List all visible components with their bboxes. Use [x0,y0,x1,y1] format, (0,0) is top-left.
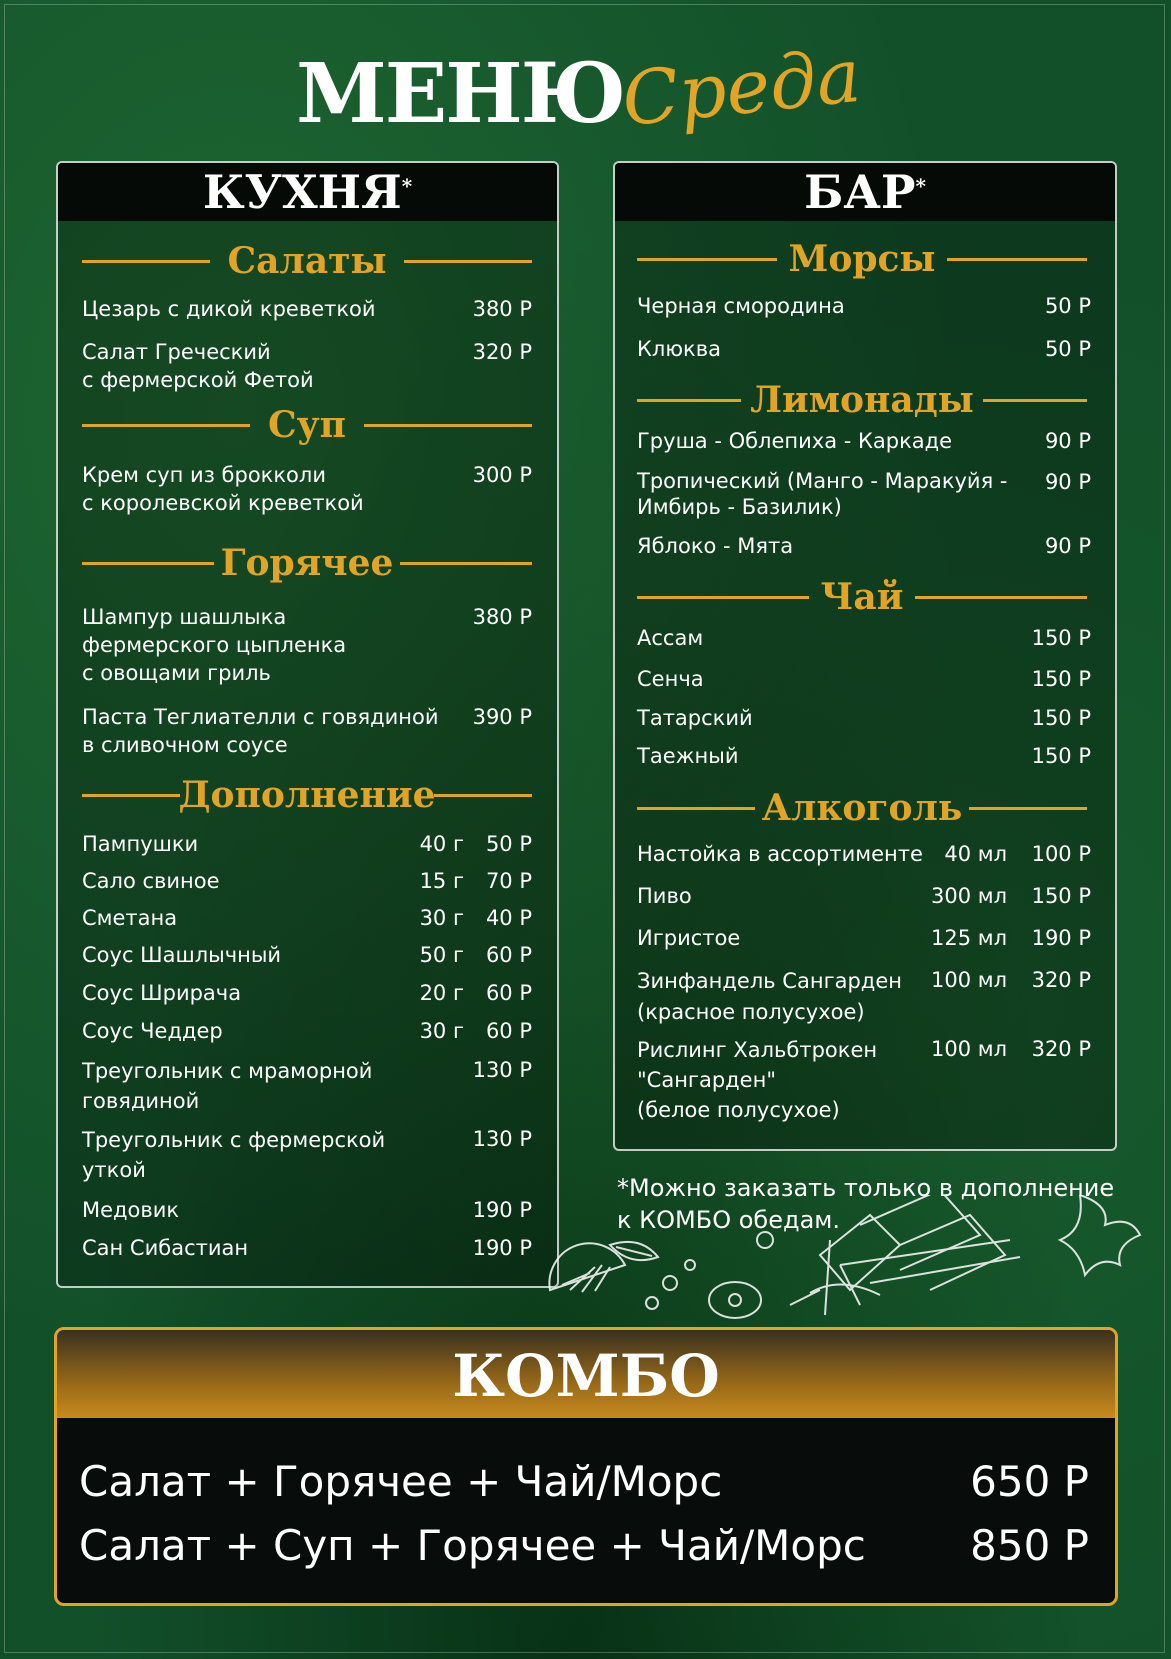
menu-item [82,1234,532,1264]
menu-item [637,704,1091,734]
item-name: Тропический (Манго - Маракуйя - Имбирь - Базилик) [637,469,1008,519]
item-qty: 15 г [419,869,464,893]
item-qty: 40 мл [944,842,1007,866]
item-price: 70 Р [485,869,532,893]
bar-panel [613,161,1117,1151]
menu-item [637,924,1091,954]
menu-item [637,882,1091,912]
bar-header [615,163,1115,221]
item-price: 380 Р [472,605,532,629]
combo-panel [54,1327,1118,1606]
menu-item [637,532,1091,562]
item-price: 150 Р [1031,626,1091,650]
combo-name: Салат + Горячее + Чай/Морс [79,1457,723,1506]
section-title: Салаты [227,240,387,282]
item-name: Цезарь с дикой креветкой [82,297,376,321]
kitchen-title: КУХНЯ [202,165,402,219]
menu-item [637,624,1091,654]
menu-day: Среда [618,32,865,144]
menu-item [82,941,532,971]
section-title: Суп [267,404,347,446]
section-title: Дополнение [178,774,436,816]
menu-item [637,742,1091,772]
item-name: Яблоко - Мята [637,534,794,558]
item-qty: 20 г [419,981,464,1005]
item-price: 60 Р [485,1019,532,1043]
item-price: 50 Р [1044,294,1091,318]
item-name: Настойка в ассортименте [637,842,923,866]
item-name: Ассам [637,626,704,650]
item-price: 150 Р [1031,884,1091,908]
menu-item [82,703,532,761]
section-title: Морсы [788,238,936,280]
section-alcohol [637,788,1087,828]
menu-item [82,338,532,396]
item-name: Соус Шрирача [82,981,242,1005]
combo-item [79,1516,1089,1576]
menu-item [82,979,532,1009]
item-price: 130 Р [472,1127,532,1151]
item-price: 150 Р [1031,706,1091,730]
item-qty: 125 мл [930,926,1007,950]
item-price: 190 Р [472,1236,532,1260]
combo-header [57,1330,1115,1418]
menu-item [637,1035,1091,1127]
item-price: 190 Р [472,1198,532,1222]
combo-price: 650 Р [970,1457,1089,1506]
combo-name: Салат + Суп + Горячее + Чай/Морс [79,1521,866,1570]
menu-item [82,295,532,325]
item-price: 300 Р [472,463,532,487]
section-lemonades [637,380,1087,420]
item-qty: 30 г [419,1019,464,1043]
menu-item [82,830,532,860]
item-price: 90 Р [1044,429,1091,453]
item-name: Паста Теглиателли с говядиной в сливочном соусе [82,705,439,757]
item-qty: 50 г [419,943,464,967]
menu-item [82,1017,532,1047]
menu-item [637,427,1091,457]
bar-footnote-mark: * [915,174,926,198]
item-name: Медовик [82,1198,180,1222]
item-price: 90 Р [1044,470,1091,494]
item-name: Салат Греческий с фермерской Фетой [82,340,314,392]
section-title: Горячее [220,542,394,584]
menu-item [82,1196,532,1226]
item-price: 150 Р [1031,744,1091,768]
item-price: 150 Р [1031,667,1091,691]
section-title: Чай [820,576,904,618]
item-price: 50 Р [485,832,532,856]
menu-item [82,603,532,689]
item-price: 100 Р [1031,842,1091,866]
menu-item [637,665,1091,695]
kitchen-header [58,163,557,221]
bar-title: БАР [804,165,916,219]
kitchen-footnote-mark: * [401,174,413,198]
item-name: Соус Чеддер [82,1019,223,1043]
section-tea [637,577,1087,617]
section-salads [82,241,532,281]
menu-header [0,32,1171,145]
item-price: 50 Р [1044,337,1091,361]
item-name: Таежный [637,744,739,768]
section-title: Лимонады [750,379,974,421]
menu-item [637,468,1091,522]
item-name: Груша - Облепиха - Каркаде [637,429,953,453]
item-name: Шампур шашлыка фермерского цыпленка с овощами гриль [82,605,347,685]
item-name: Пиво [637,884,692,908]
item-name: Пампушки [82,832,199,856]
section-mors [637,239,1087,279]
menu-title: МЕНЮ [296,46,625,142]
item-name: Зинфандель Сангарден (красное полусухое) [637,969,902,1024]
item-price: 320 Р [1031,968,1091,992]
menu-item [82,867,532,897]
item-price: 390 Р [472,705,532,729]
item-qty: 100 мл [930,1037,1007,1061]
kitchen-panel [56,161,559,1288]
combo-item [79,1452,1089,1512]
item-name: Сало свиное [82,869,220,893]
item-name: Черная смородина [637,294,845,318]
menu-item [637,966,1091,1026]
item-name: Сметана [82,906,178,930]
menu-item [82,904,532,934]
footnote: *Можно заказать только в дополнение к КОМБО обедам. [617,1174,1115,1234]
item-price: 380 Р [472,297,532,321]
item-name: Рислинг Хальбтрокен "Сангарден" (белое полусухое) [637,1038,878,1122]
item-name: Треугольник с мраморной говядиной [82,1059,373,1113]
item-name: Клюква [637,337,721,361]
item-qty: 300 мл [930,884,1007,908]
menu-item [82,1125,532,1185]
menu-item [637,292,1091,322]
item-price: 320 Р [1031,1037,1091,1061]
item-name: Крем суп из брокколи с королевской креветкой [82,463,364,515]
combo-title: КОМБО [452,1342,720,1410]
menu-item [637,840,1091,870]
menu-item [637,335,1091,365]
item-price: 190 Р [1031,926,1091,950]
item-qty: 100 мл [930,968,1007,992]
item-name: Треугольник с фермерской уткой [82,1128,386,1182]
item-price: 60 Р [485,981,532,1005]
item-name: Татарский [637,706,753,730]
section-title: Алкоголь [761,787,963,829]
food-illustration-icon [540,1195,1160,1325]
combo-price: 850 Р [970,1521,1089,1570]
item-name: Сенча [637,667,704,691]
item-name: Соус Шашлычный [82,943,282,967]
item-name: Игристое [637,926,741,950]
item-price: 40 Р [485,906,532,930]
item-price: 60 Р [485,943,532,967]
item-qty: 30 г [419,906,464,930]
section-extras [82,775,532,815]
section-hot [82,543,532,583]
item-name: Сан Сибастиан [82,1236,249,1260]
section-soup [82,405,532,445]
item-qty: 40 г [419,832,464,856]
item-price: 320 Р [472,340,532,364]
item-price: 90 Р [1044,534,1091,558]
item-price: 130 Р [472,1058,532,1082]
menu-item [82,1056,532,1116]
menu-item [82,461,532,519]
